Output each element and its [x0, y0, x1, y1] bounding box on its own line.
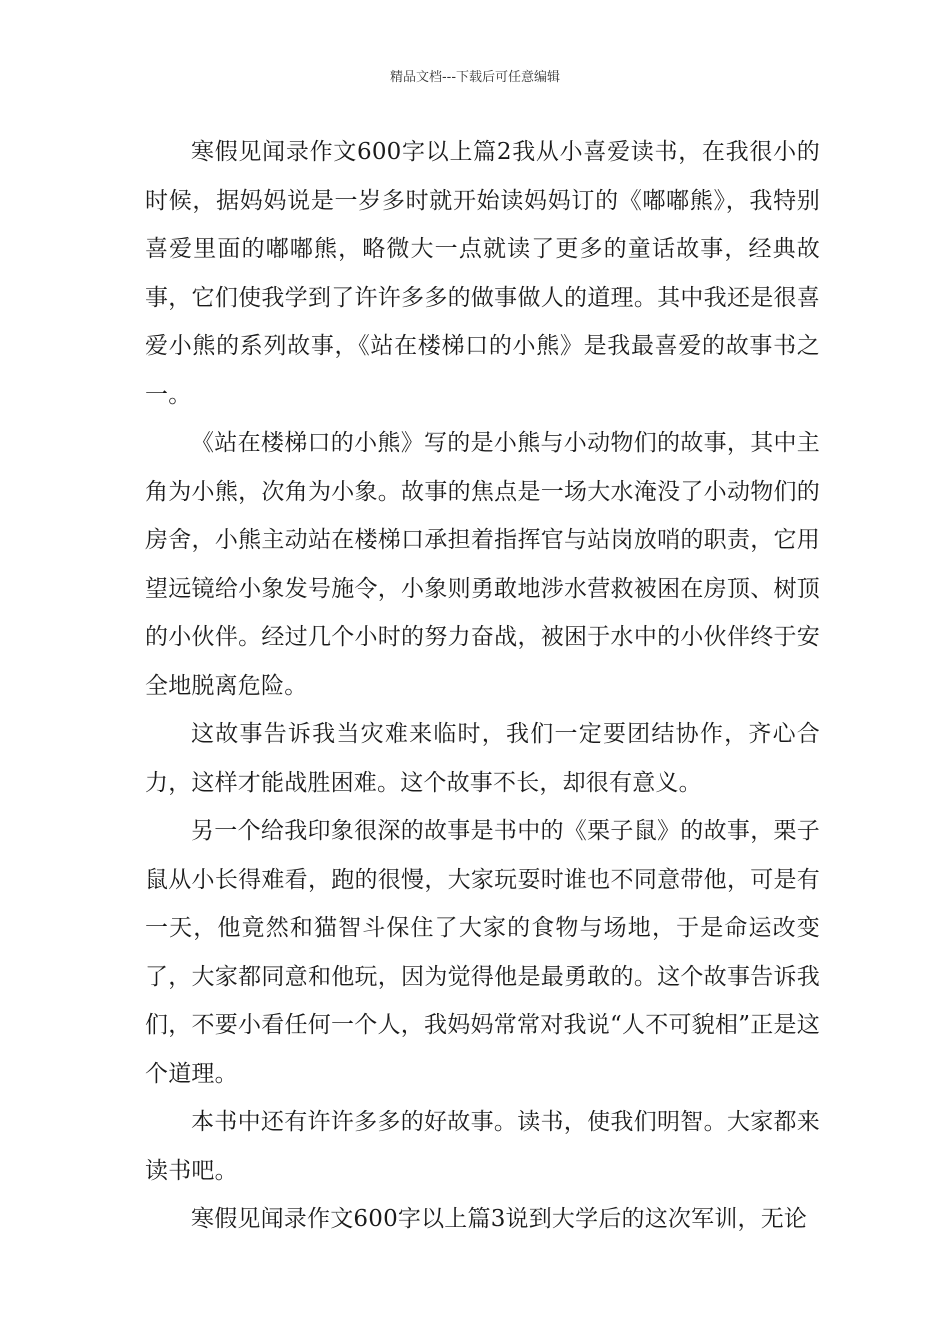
page-header: 精品文档---下载后可任意编辑	[389, 70, 561, 85]
paragraph-5: 本书中还有许许多多的好故事。读书，使我们明智。大家都来读书吧。	[145, 1109, 820, 1184]
paragraph-1: 寒假见闻录作文600字以上篇2我从小喜爱读书，在我很小的时候，据妈妈说是一岁多时就开始读妈妈订的《嘟嘟熊》，我特别喜爱里面的嘟嘟熊，略微大一点就读了更多的童话故事，经典故事，它们使我学到了许许多多的做事做人的道理。其中我还是很喜爱小熊的系列故事，《站在楼梯口的小熊》是我最喜爱的故事书之一。	[145, 139, 820, 408]
paragraph-4: 另一个给我印象很深的故事是书中的《栗子鼠》的故事，栗子鼠从小长得难看，跑的很慢，大家玩耍时谁也不同意带他，可是有一天，他竟然和猫智斗保住了大家的食物与场地，于是命运改变了，大家都同意和他玩，因为觉得他是最勇敢的。这个故事告诉我们，不要小看任何一个人，我妈妈常常对我说“人不可貌相”正是这个道理。	[145, 818, 820, 1087]
document-body	[145, 128, 820, 1244]
paragraph-2: 《站在楼梯口的小熊》写的是小熊与小动物们的故事，其中主角为小熊，次角为小象。故事的焦点是一场大水淹没了小动物们的房舍，小熊主动站在楼梯口承担着指挥官与站岗放哨的职责，它用望远镜给小象发号施令，小象则勇敢地涉水营救被困在房顶、树顶的小伙伴。经过几个小时的努力奋战，被困于水中的小伙伴终于安全地脱离危险。	[145, 430, 820, 699]
paragraph-3: 这故事告诉我当灾难来临时，我们一定要团结协作，齐心合力，这样才能战胜困难。这个故事不长，却很有意义。	[145, 721, 820, 796]
paragraph-6: 寒假见闻录作文600字以上篇3说到大学后的这次军训，无论	[191, 1206, 808, 1232]
